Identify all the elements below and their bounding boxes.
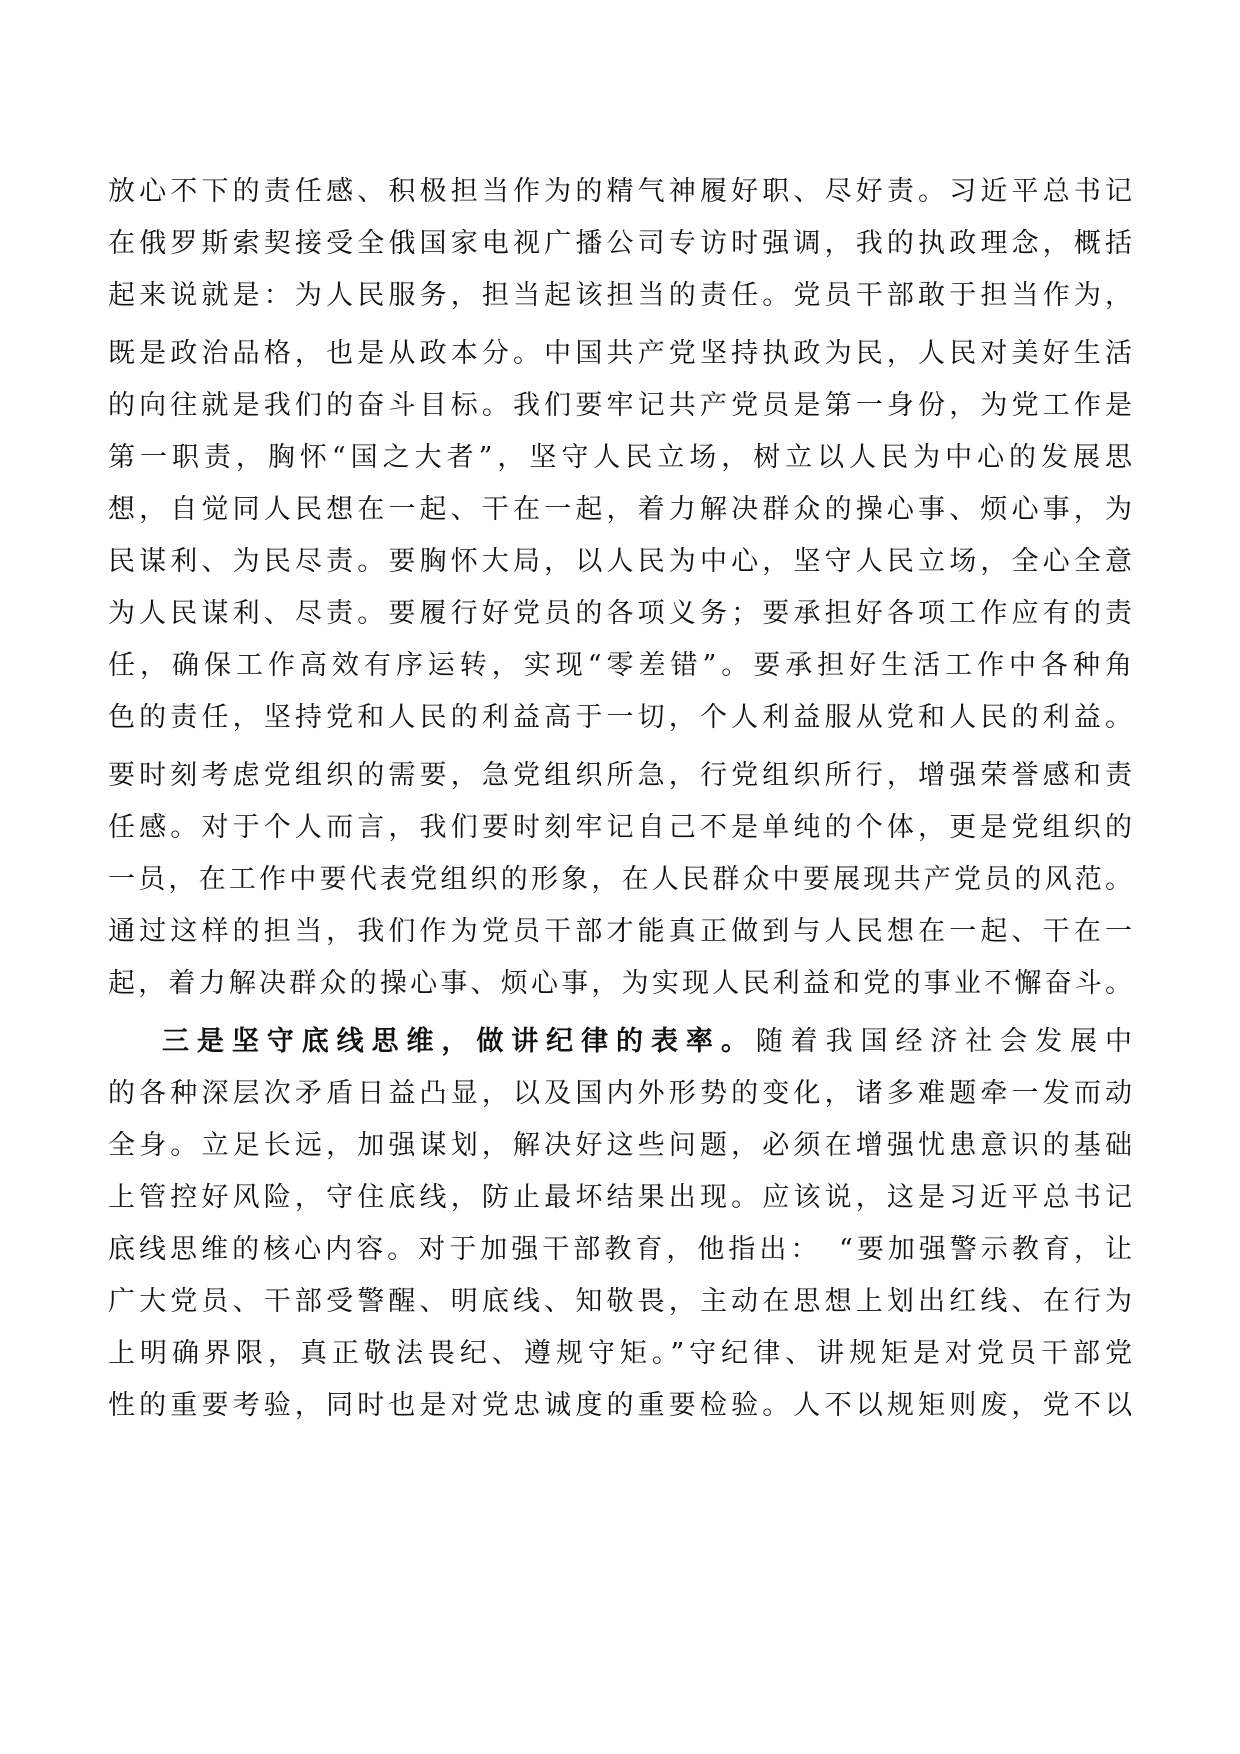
text-line: 广大党员、干部受警醒、明底线、知敬畏，主动在思想上划出红线、在行为: [108, 1286, 1132, 1317]
section-three-first-line-rest: 随着我国经济社会发展中: [755, 1026, 1133, 1057]
text-line: 民谋利、为民尽责。要胸怀大局，以人民为中心，坚守人民立场，全心全意: [108, 546, 1132, 577]
text-line: 想，自觉同人民想在一起、干在一起，着力解决群众的操心事、烦心事，为: [108, 494, 1132, 525]
text-line: 放心不下的责任感、积极担当作为的精气神履好职、尽好责。习近平总书记: [108, 176, 1132, 207]
text-line: 上管控好风险，守住底线，防止最坏结果出现。应该说，这是习近平总书记: [108, 1182, 1132, 1213]
text-line: 起来说就是：为人民服务，担当起该担当的责任。党员干部敢于担当作为，: [108, 280, 1132, 311]
text-line: 色的责任，坚持党和人民的利益高于一切，个人利益服从党和人民的利益。: [108, 702, 1132, 733]
text-line: 底线思维的核心内容。对于加强干部教育，他指出： “要加强警示教育，让: [108, 1234, 1132, 1265]
section-three-heading: 三是坚守底线思维，做讲纪律的表率。: [162, 1026, 756, 1057]
text-line: 要时刻考虑党组织的需要，急党组织所急，行党组织所行，增强荣誉感和责: [108, 760, 1132, 791]
text-line: 第一职责，胸怀“国之大者”，坚守人民立场，树立以人民为中心的发展思: [108, 442, 1132, 473]
text-line: 通过这样的担当，我们作为党员干部才能真正做到与人民想在一起、干在一: [108, 916, 1132, 947]
document-body: [108, 166, 1132, 1432]
text-line: 一员，在工作中要代表党组织的形象，在人民群众中要展现共产党员的风范。: [108, 864, 1132, 895]
section-three-first-line: [108, 1016, 1132, 1068]
text-line: 为人民谋利、尽责。要履行好党员的各项义务；要承担好各项工作应有的责: [108, 598, 1132, 629]
text-line: 上明确界限，真正敬法畏纪、遵规守矩。”守纪律、讲规矩是对党员干部党: [108, 1338, 1132, 1369]
text-line: 在俄罗斯索契接受全俄国家电视广播公司专访时强调，我的执政理念，概括: [108, 228, 1132, 259]
text-line: 既是政治品格，也是从政本分。中国共产党坚持执政为民，人民对美好生活: [108, 338, 1132, 369]
text-line: 性的重要考验，同时也是对党忠诚度的重要检验。人不以规矩则废，党不以: [108, 1390, 1132, 1421]
text-line: 全身。立足长远，加强谋划，解决好这些问题，必须在增强忧患意识的基础: [108, 1130, 1132, 1161]
text-line: 起，着力解决群众的操心事、烦心事，为实现人民利益和党的事业不懈奋斗。: [108, 968, 1132, 999]
text-line: 任，确保工作高效有序运转，实现“零差错”。要承担好生活工作中各种角: [108, 650, 1132, 681]
text-line: 的各种深层次矛盾日益凸显，以及国内外形势的变化，诸多难题牵一发而动: [108, 1078, 1132, 1109]
text-line: 的向往就是我们的奋斗目标。我们要牢记共产党员是第一身份，为党工作是: [108, 390, 1132, 421]
text-line: 任感。对于个人而言，我们要时刻牢记自己不是单纯的个体，更是党组织的: [108, 812, 1132, 843]
